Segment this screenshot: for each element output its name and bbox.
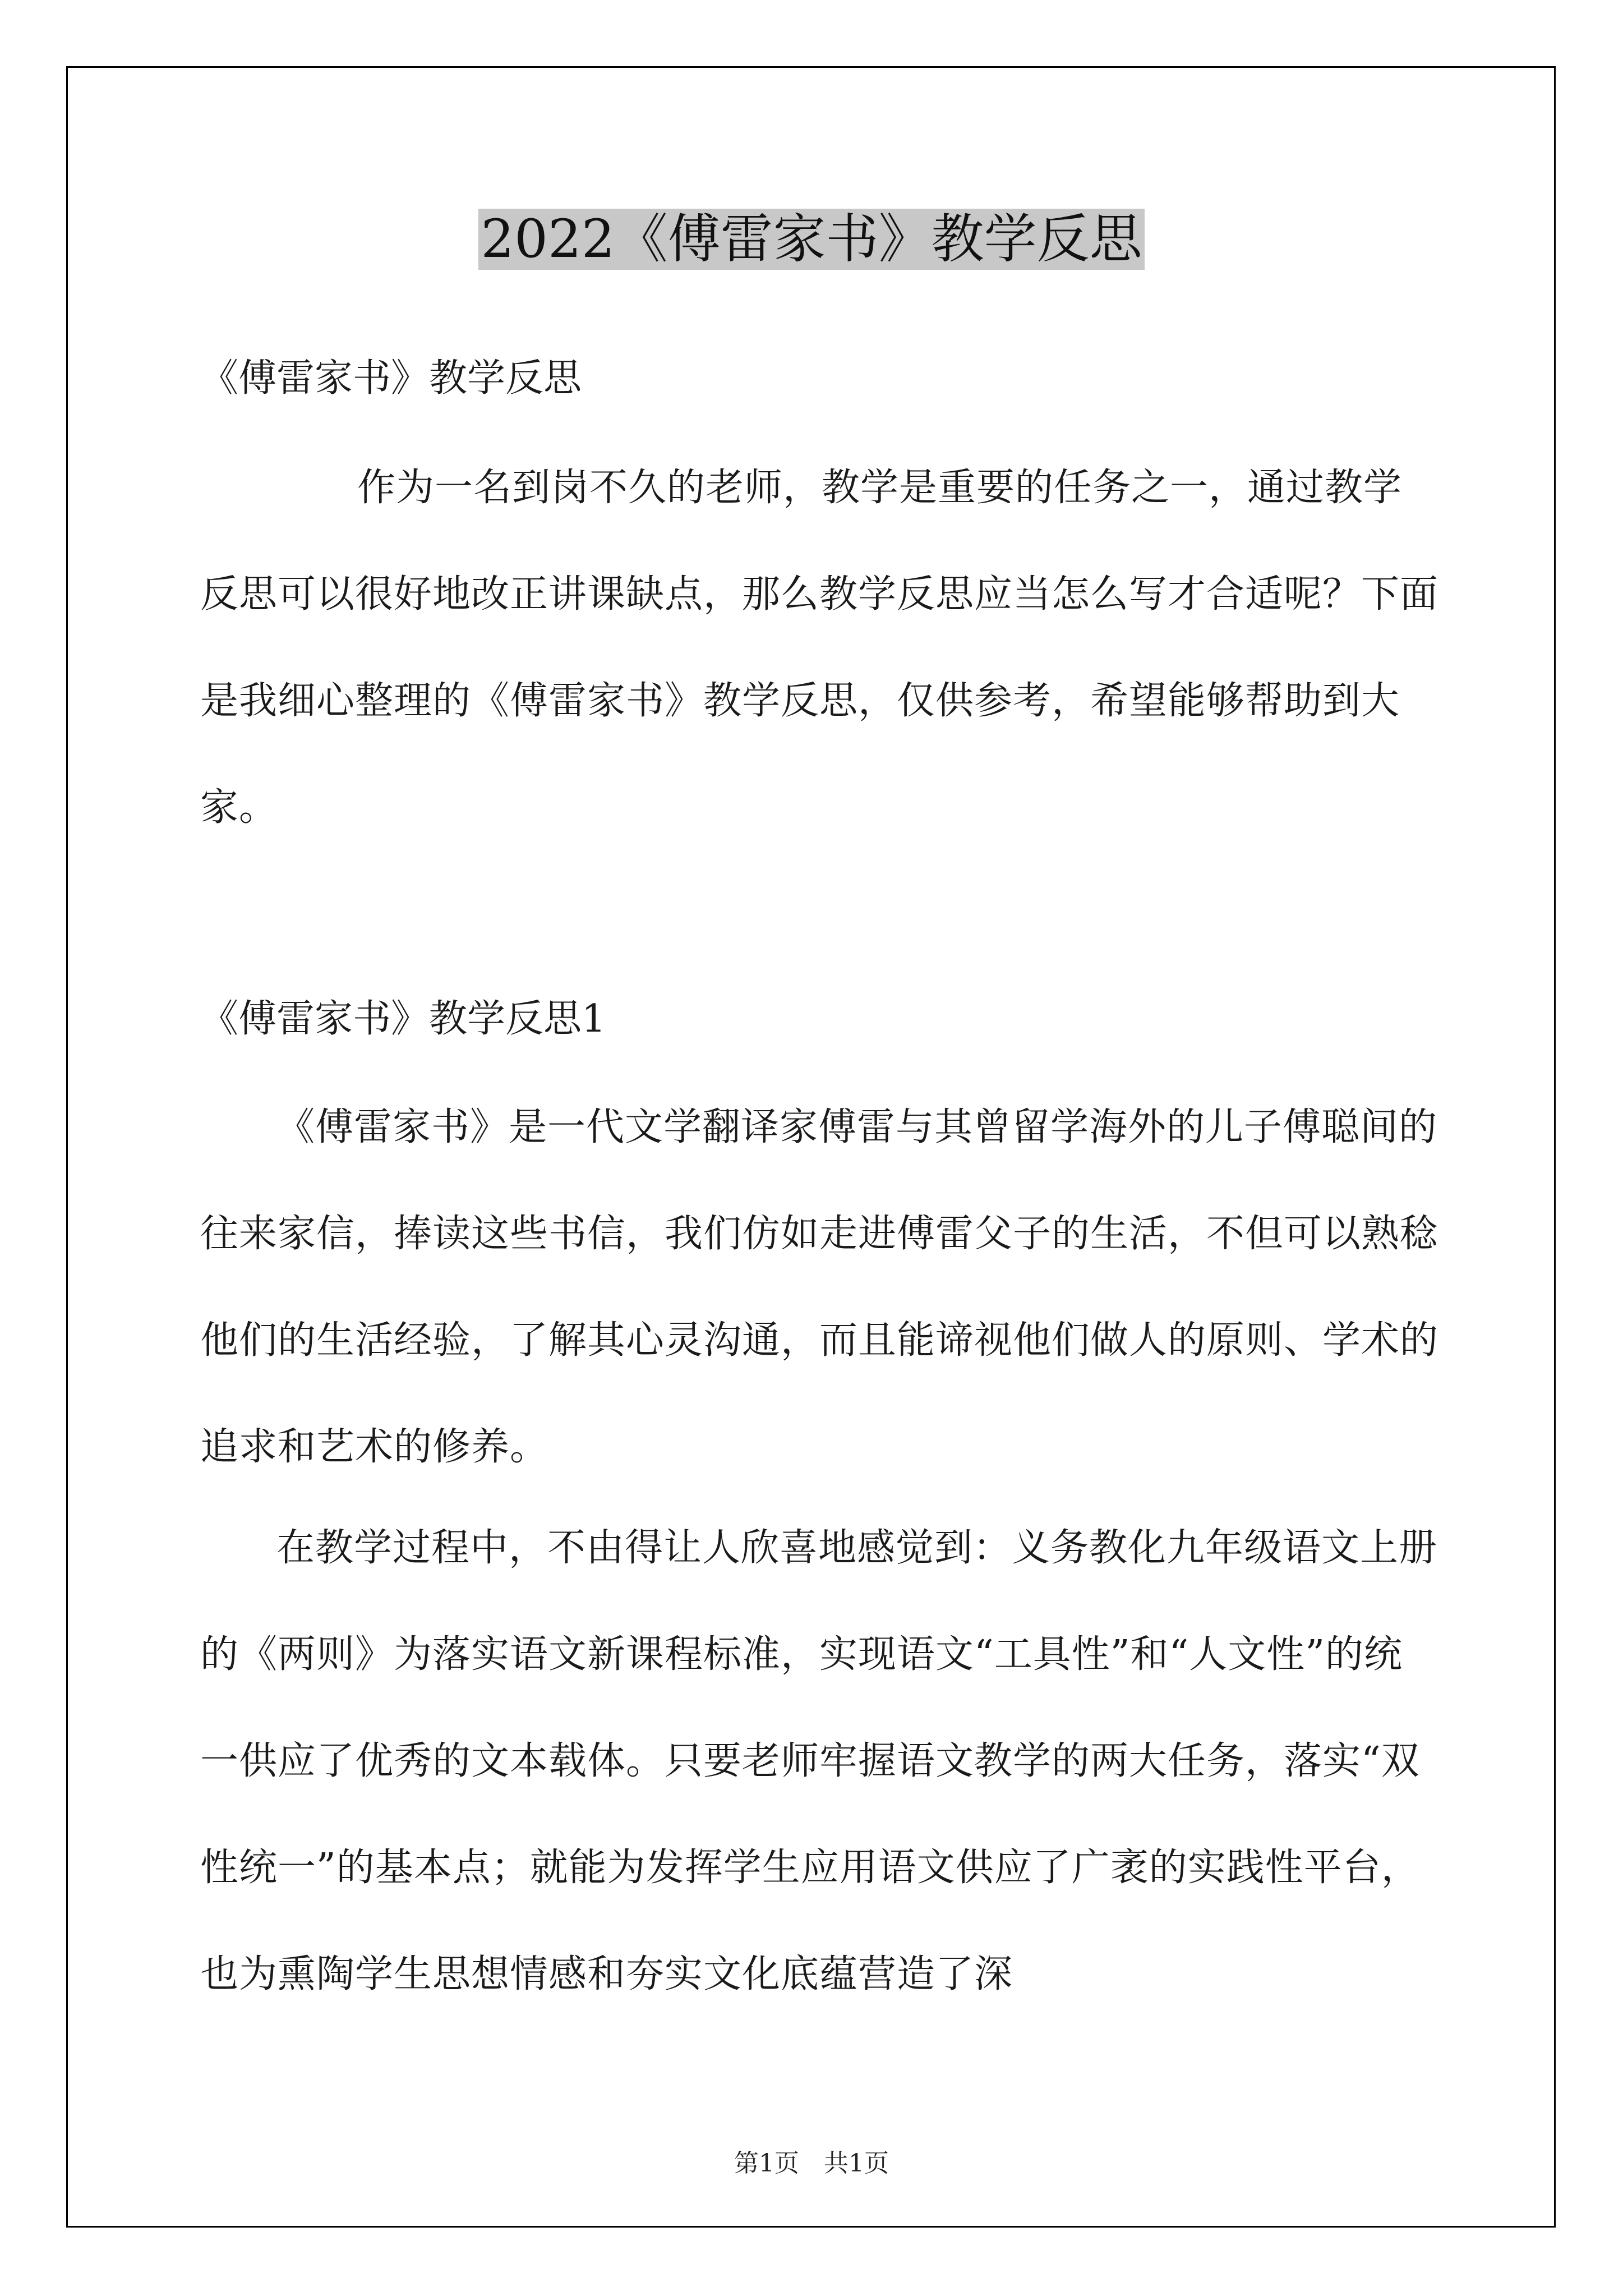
intro-heading: 《傅雷家书》教学反思: [200, 356, 582, 401]
document-title-text: 2022《傅雷家书》教学反思: [478, 209, 1144, 270]
section-heading: 《傅雷家书》教学反思1: [200, 997, 606, 1041]
page-footer: [0, 2143, 1623, 2179]
section-paragraph-2: 在教学过程中，不由得让人欣喜地感觉到：义务教化九年级语文上册的《两则》为落实语文新课程标准，实现语文“工具性”和“人文性”的统一供应了优秀的文本载体。只要老师牢握语文教学的两大任务，落实“双性统一”的基本点；就能为发挥学生应用语文供应了广袤的实践性平台，也为熏陶学生思想情感和夯实文化底蕴营造了深: [200, 1526, 1438, 1996]
intro-paragraph: 作为一名到岗不久的老师，教学是重要的任务之一，通过教学反思可以很好地改正讲课缺点，那么教学反思应当怎么写才合适呢？下面是我细心整理的《傅雷家书》教学反思，仅供参考，希望能够帮助到大家。: [200, 466, 1439, 830]
page-number: 第1页: [734, 2149, 799, 2178]
section-paragraph-1: 《傅雷家书》是一代文学翻译家傅雷与其曾留学海外的儿子傅聪间的往来家信，捧读这些书信，我们仿如走进傅雷父子的生活，不但可以熟稔他们的生活经验，了解其心灵沟通，而且能谛视他们做人的原则、学术的追求和艺术的修养。: [200, 1105, 1439, 1469]
document-title: [0, 203, 1623, 276]
page-total: 共1页: [824, 2149, 889, 2178]
